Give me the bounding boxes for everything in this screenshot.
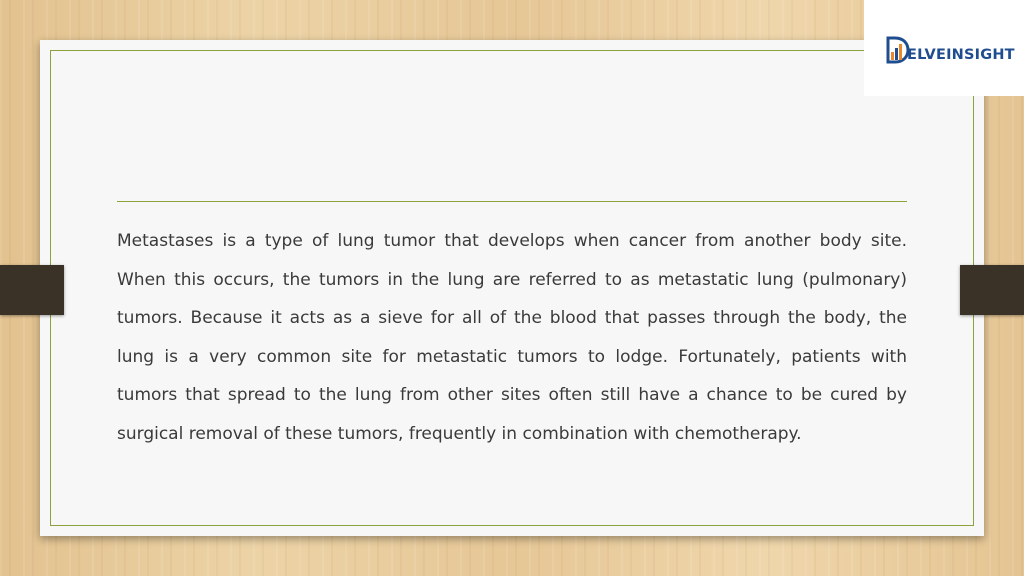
brand-logo [882, 36, 1015, 64]
slide-body-text: Metastases is a type of lung tumor that develops when cancer from another body site. When this occurs, the tumors in the lung are referred to as metastatic lung (pulmonary) tumors. Because it acts as a sieve for all of the blood that passes through the body, the lung is a very common site for metastatic tumors to lodge. Fortunately, patients with tumors that spread to the lung from other sites often still have a chance to be cured by surgical removal of these tumors, frequently in combination with chemotherapy. [117, 231, 907, 444]
title-divider-line [117, 201, 907, 202]
brand-logo-text: ELVEINSIGHT [907, 46, 1015, 63]
delveinsight-logo-icon [882, 36, 910, 64]
brand-logo-box [864, 0, 1024, 96]
slide-card [40, 40, 984, 536]
right-edge-tab [960, 265, 1024, 315]
left-edge-tab [0, 265, 64, 315]
